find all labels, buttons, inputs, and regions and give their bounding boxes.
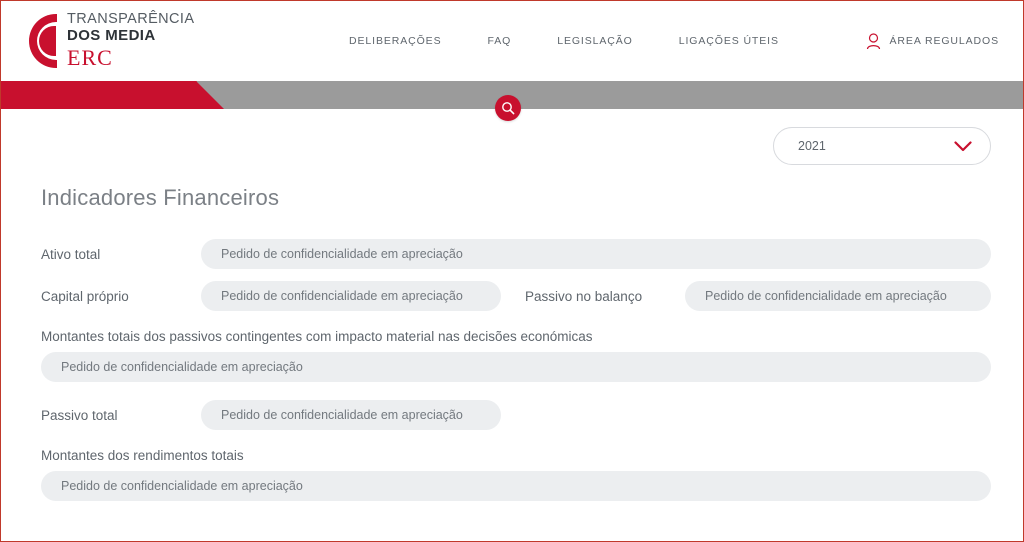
erc-logo-icon (29, 12, 59, 70)
accent-band (1, 81, 1023, 109)
site-header (1, 1, 1023, 81)
field-row-passivo-total (33, 400, 991, 430)
main-content (1, 109, 1023, 501)
field-value-capital-proprio: Pedido de confidencialidade em apreciação (201, 281, 501, 311)
logo-text (67, 12, 194, 70)
year-select-value: 2021 (798, 139, 826, 153)
field-label-passivo-total: Passivo total (41, 407, 118, 423)
financial-indicators-list (33, 239, 991, 501)
nav-item-legislacao[interactable]: LEGISLAÇÃO (557, 35, 633, 47)
nav-item-ligacoes-uteis[interactable]: LIGAÇÕES ÚTEIS (678, 35, 779, 47)
nav-item-deliberacoes[interactable]: DELIBERAÇÕES (349, 35, 442, 47)
year-select[interactable] (773, 127, 991, 165)
field-value-passivo-total: Pedido de confidencialidade em apreciação (201, 400, 501, 430)
logo-line-1: TRANSPARÊNCIA (67, 11, 195, 28)
field-label-passivo-no-balanco: Passivo no balanço (525, 288, 643, 304)
site-logo[interactable] (29, 12, 239, 70)
field-value-rendimentos-totais: Pedido de confidencialidade em apreciação (41, 471, 991, 501)
field-row-ativo-total (33, 239, 991, 269)
field-value-ativo-total: Pedido de confidencialidade em apreciação (201, 239, 991, 269)
page-title: Indicadores Financeiros (41, 185, 280, 210)
nav-item-faq[interactable]: FAQ (487, 35, 512, 47)
field-row-capital-proprio (33, 281, 991, 311)
field-value-passivos-contingentes: Pedido de confidencialidade em apreciação (41, 352, 991, 382)
main-navigation (349, 35, 866, 47)
field-label-rendimentos-totais: Montantes dos rendimentos totais (41, 448, 244, 463)
chevron-down-icon (954, 141, 972, 152)
logo-line-2: DOS MEDIA (67, 26, 156, 44)
logo-line-3: ERC (67, 45, 113, 71)
field-value-passivo-no-balanco: Pedido de confidencialidade em apreciação (685, 281, 991, 311)
user-icon (866, 33, 881, 50)
field-label-ativo-total: Ativo total (41, 246, 101, 262)
field-label-passivos-contingentes: Montantes totais dos passivos contingentes com impacto material nas decisões económicas (41, 329, 593, 344)
accent-band-diagonal (161, 81, 197, 109)
field-label-capital-proprio: Capital próprio (41, 288, 129, 304)
area-regulados-button[interactable] (866, 33, 999, 50)
area-regulados-label: ÁREA REGULADOS (889, 35, 999, 47)
filter-row (33, 109, 991, 165)
